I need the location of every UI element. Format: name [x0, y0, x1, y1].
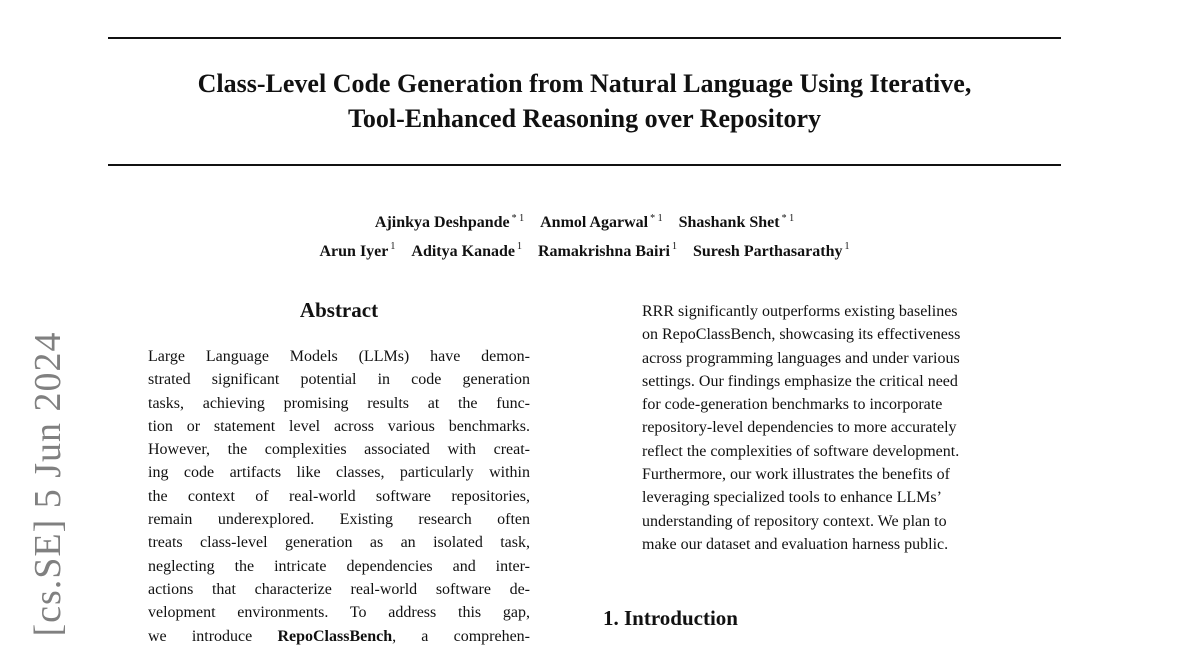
author-affiliation-mark: * 1	[781, 213, 795, 224]
author-row-2	[108, 235, 1061, 263]
abstract-body-left	[148, 345, 530, 648]
abstract-line: understanding of repository context. We plan to	[642, 512, 947, 530]
author: Anmol Agarwal $^{* 1}$	[540, 213, 663, 232]
abstract-line: make our dataset and evaluation harness public.	[642, 535, 949, 553]
abstract-line: tasks, achieving promising results at the func-	[148, 394, 530, 412]
abstract-body-right	[642, 300, 1026, 556]
author: Arun Iyer $^1$	[319, 241, 396, 260]
benchmark-name: RepoClassBench	[277, 627, 393, 645]
author-affiliation-mark: 1	[844, 241, 850, 253]
abstract-line: Large Language Models (LLMs) have demon-	[148, 348, 530, 365]
author: Shashank Shet $^{* 1}$	[678, 213, 795, 232]
abstract-line: on RepoClassBench, showcasing its effectiveness	[642, 326, 961, 344]
author-affiliation-mark: 1	[390, 241, 396, 253]
author-row-1	[108, 207, 1061, 235]
abstract-line: for code-generation benchmarks to incorporate	[642, 396, 943, 414]
abstract-line: treats class-level generation as an isolated task,	[148, 534, 530, 552]
author-affiliation-mark: 1	[516, 241, 522, 253]
abstract-line: velopment environments. To address this gap,	[148, 604, 530, 622]
paper-title	[108, 66, 1061, 136]
abstract-line: However, the complexities associated with creat-	[148, 441, 530, 459]
abstract-line: leveraging specialized tools to enhance LLMs’	[642, 489, 942, 507]
abstract-line: across programming languages and under various	[642, 349, 960, 367]
author: Aditya Kanade $^1$	[411, 241, 522, 260]
author-affiliation-mark: 1	[671, 241, 677, 253]
abstract-line: repository-level dependencies to more accurately	[642, 419, 957, 437]
abstract-line: ing code artifacts like classes, particularly within	[148, 464, 530, 482]
author: Ramakrishna Bairi $^1$	[537, 241, 677, 260]
author: Suresh Parthasarathy $^1$	[692, 241, 850, 260]
abstract-line: the context of real-world software repositories,	[148, 487, 530, 505]
abstract-text: we introduce	[148, 627, 278, 645]
author: Ajinkya Deshpande $^{* 1}$	[374, 213, 525, 232]
arxiv-stamp: [cs.SE] 5 Jun 2024	[27, 331, 69, 637]
author-affiliation-mark: * 1	[511, 213, 525, 224]
abstract-line: actions that characterize real-world software de-	[148, 580, 530, 598]
author-list	[108, 207, 1061, 264]
paper-title-line-1: Class-Level Code Generation from Natural Language Using Iterative,	[197, 69, 972, 98]
title-rule-top	[108, 37, 1061, 39]
title-rule-bottom	[108, 164, 1061, 166]
paper-title-line-2: Tool-Enhanced Reasoning over Repository	[347, 104, 822, 133]
abstract-line: Furthermore, our work illustrates the benefits of	[642, 466, 950, 484]
abstract-line: RRR significantly outperforms existing baselines	[642, 303, 958, 320]
abstract-line: settings. Our findings emphasize the critical need	[642, 372, 958, 390]
abstract-text: , a comprehen-	[392, 627, 530, 645]
abstract-line: remain underexplored. Existing research often	[148, 511, 530, 529]
abstract-line: neglecting the intricate dependencies and inter-	[148, 557, 530, 575]
author-affiliation-mark: * 1	[650, 213, 663, 224]
abstract-line: tion or statement level across various benchmarks.	[148, 417, 530, 435]
abstract-line: reflect the complexities of software development.	[642, 442, 960, 460]
abstract-line: strated significant potential in code generation	[148, 371, 530, 389]
abstract-heading: Abstract	[299, 298, 379, 322]
abstract-line	[148, 625, 530, 648]
introduction-heading: 1. Introduction	[603, 606, 738, 630]
